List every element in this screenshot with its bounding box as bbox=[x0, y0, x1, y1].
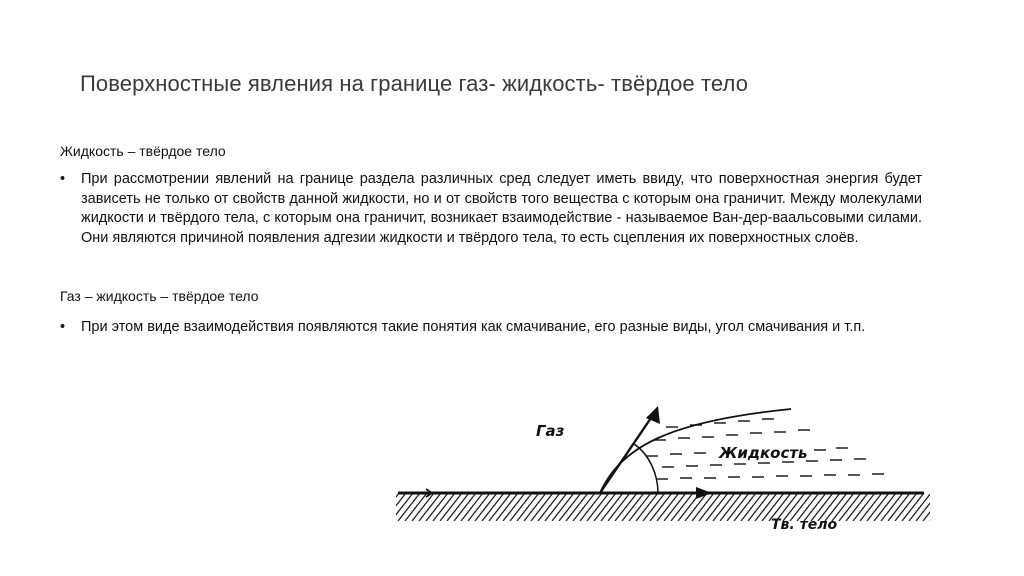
solid-body-hatching bbox=[396, 493, 930, 521]
wetting-diagram bbox=[396, 366, 930, 566]
slide-title: Поверхностные явления на границе газ- жидкость- твёрдое тело bbox=[80, 71, 749, 96]
section-heading-liquid-solid: Жидкость – твёрдое тело bbox=[60, 143, 226, 159]
hatch-line bbox=[396, 493, 399, 521]
bullet-text: При этом виде взаимодействия появляются такие понятия как смачивание, его разные виды, угол смачивания и т.п. bbox=[81, 319, 866, 335]
contact-angle-arc bbox=[634, 444, 658, 493]
section-heading-gas-liquid-solid: Газ – жидкость – твёрдое тело bbox=[60, 288, 259, 304]
bullet-text: При рассмотрении явлений на границе раздела различных сред следует иметь ввиду, что поверхностная энергия будет зависеть не только от свойств данной жидкости, но и от свойств того вещества с которым она граничит. Между молекулами жидкости и твёрдого тела, с которым она граничит, возникает взаимодействие - называемое Ван-дер-ваальсовыми силами. Они являются причиной появления адгезии жидкости и твёрдого тела, то есть сцепления их поверхностных слоёв. bbox=[81, 171, 922, 246]
wetting-diagram-svg bbox=[396, 366, 930, 566]
bullet-marker: • bbox=[60, 171, 66, 187]
bullet-marker: • bbox=[60, 319, 66, 335]
surface-arrow-left bbox=[414, 489, 432, 497]
hatch-line bbox=[396, 493, 413, 521]
liquid-label: Жидкость bbox=[719, 444, 808, 462]
solid-label: Тв. тело bbox=[771, 517, 838, 533]
bullet-paragraph-gas-liquid-solid bbox=[60, 318, 922, 338]
tangent-arrow-line bbox=[600, 412, 655, 493]
bullet-paragraph-liquid-solid bbox=[60, 170, 922, 248]
gas-label: Газ bbox=[536, 422, 565, 440]
